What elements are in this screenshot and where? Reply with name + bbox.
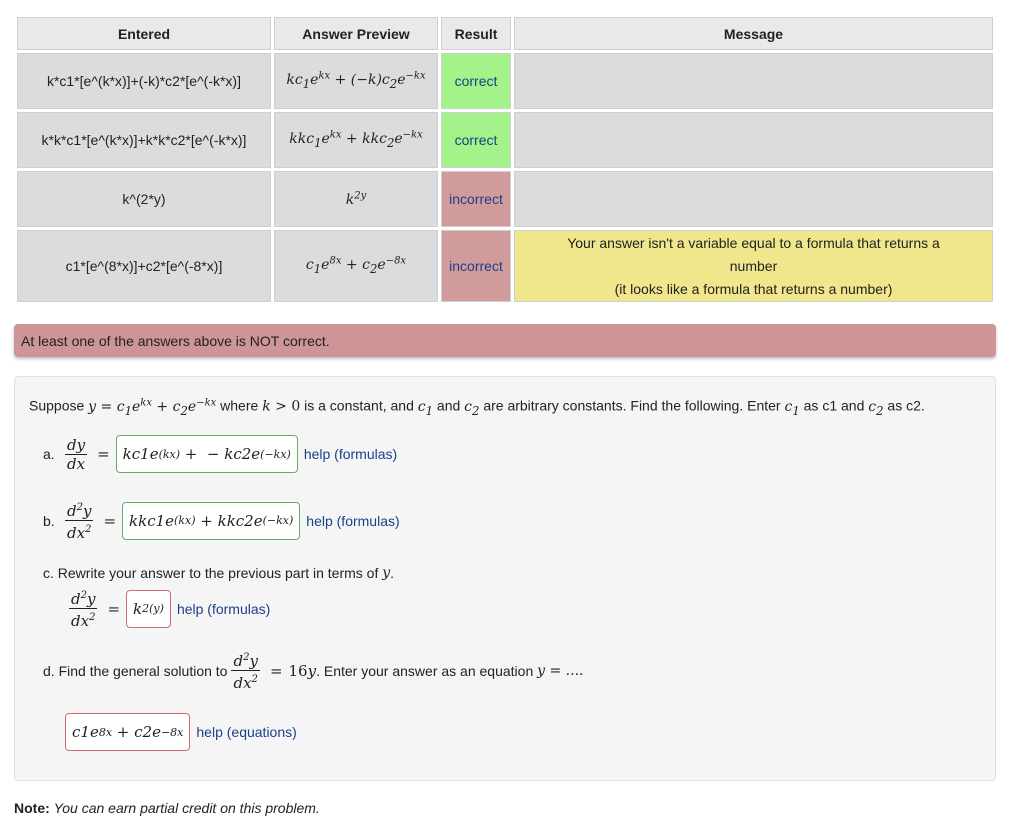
message-cell-warning xyxy=(514,230,993,302)
part-d-text: d. Find the general solution to $\frac{d^2y}{dx^2}$ = 16y . Enter your answer as an equation y = .... xyxy=(43,649,583,692)
part-a: a. $\frac{dy}{dx}$ = kc1e (kx) + − kc2e (−kx) help (formulas) xyxy=(43,435,398,473)
result-cell-correct: correct xyxy=(441,53,511,109)
results-table xyxy=(14,14,996,305)
part-c: $\frac{d^2y}{dx^2}$ = k 2(y) help (formulas) xyxy=(65,587,270,630)
result-cell-correct: correct xyxy=(441,112,511,168)
message-cell xyxy=(514,112,993,168)
alert-text: At least one of the answers above is NOT correct. xyxy=(21,332,330,349)
table-row xyxy=(17,171,993,227)
result-cell-incorrect: incorrect xyxy=(441,230,511,302)
message-cell xyxy=(514,53,993,109)
dy-dx-fraction: $\frac{dy}{dx}$ xyxy=(67,435,86,473)
answer-d-input[interactable]: c1e 8x + c2e −8x xyxy=(65,713,190,751)
table-row xyxy=(17,112,993,168)
message-line: (it looks like a formula that returns a number) xyxy=(614,280,893,297)
answer-c-input[interactable]: k 2(y) xyxy=(126,590,171,628)
answer-a-input[interactable]: kc1e (kx) + − kc2e (−kx) xyxy=(116,435,298,473)
entered-cell: k*c1*[e^(k*x)]+(-k)*c2*[e^(-k*x)] xyxy=(17,53,271,109)
results-header-row xyxy=(17,17,993,50)
part-b: b. $\frac{d^2y}{dx^2}$ = kkc1e (kx) + kkc2e (−kx) help (formulas) xyxy=(43,499,400,542)
results-table-container xyxy=(14,14,996,308)
help-equations-link[interactable]: help (equations) xyxy=(196,724,297,740)
problem-panel xyxy=(14,376,996,781)
d2y-dx2-fraction: $\frac{d^2y}{dx^2}$ xyxy=(71,590,96,630)
result-cell-incorrect: incorrect xyxy=(441,171,511,227)
partial-credit-note: Note: You can earn partial credit on this problem. xyxy=(14,800,320,816)
preview-cell: $kc_1e^{kx} + (-k)c_2e^{-kx}$ xyxy=(274,53,438,109)
answer-b-input[interactable]: kkc1e (kx) + kkc2e (−kx) xyxy=(122,502,300,540)
help-formulas-link[interactable]: help (formulas) xyxy=(176,600,271,617)
entered-cell: k^(2*y) xyxy=(17,171,271,227)
problem-intro: Suppose $y = c_1e^{kx} + c_2e^{-kx}$ where k > 0 is a constant, and $c_1$ and $c_2$ are arbitrary constants. Find the following. Enter $c_1$ as c1 and $c_2$ as c2. xyxy=(29,397,925,418)
d2y-dx2-fraction: $\frac{d^2y}{dx^2}$ xyxy=(67,502,92,542)
part-c-text: c. Rewrite your answer to the previous part in terms of y . xyxy=(43,565,395,581)
message-line: number xyxy=(729,257,778,274)
message-line: Your answer isn't a variable equal to a formula that returns a xyxy=(567,234,940,251)
header-answer-preview: Answer Preview xyxy=(274,17,438,50)
preview-cell: $k^{2y}$ xyxy=(274,171,438,227)
table-row xyxy=(17,53,993,109)
message-cell xyxy=(514,171,993,227)
preview-cell: $c_1e^{8x} + c_2e^{-8x}$ xyxy=(274,230,438,302)
preview-cell: $kkc_1e^{kx} + kkc_2e^{-kx}$ xyxy=(274,112,438,168)
part-d xyxy=(65,713,297,751)
help-formulas-link[interactable]: help (formulas) xyxy=(303,446,398,462)
help-formulas-link[interactable]: help (formulas) xyxy=(306,512,400,529)
header-entered: Entered xyxy=(17,17,271,50)
entered-cell: k*k*c1*[e^(k*x)]+k*k*c2*[e^(-k*x)] xyxy=(17,112,271,168)
header-result: Result xyxy=(441,17,511,50)
table-row xyxy=(17,230,993,302)
header-message: Message xyxy=(514,17,993,50)
not-correct-alert xyxy=(14,324,996,357)
entered-cell: c1*[e^(8*x)]+c2*[e^(-8*x)] xyxy=(17,230,271,302)
d2y-dx2-fraction: $\frac{d^2y}{dx^2}$ xyxy=(233,652,258,692)
